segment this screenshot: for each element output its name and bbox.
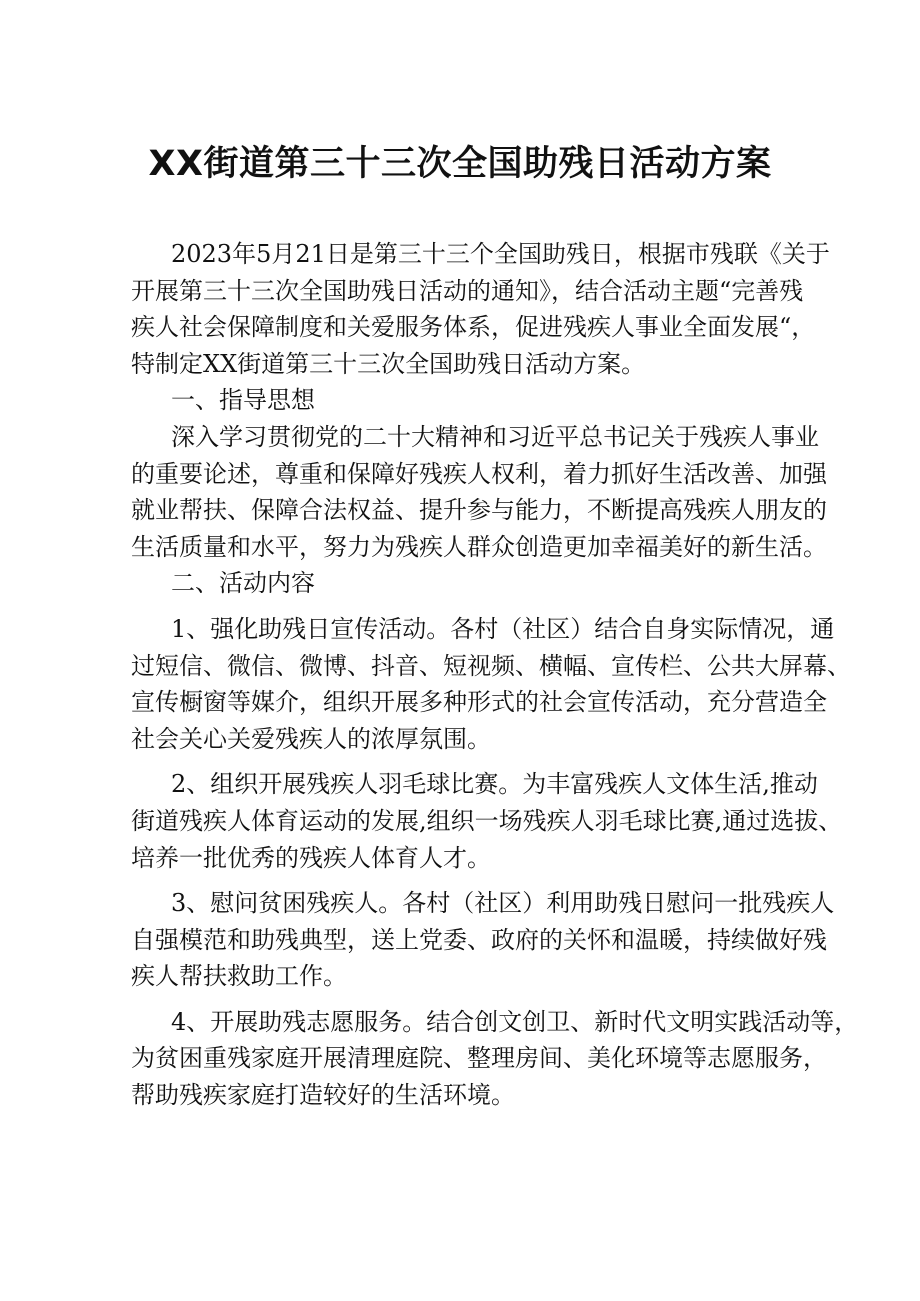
heading-line: 一、指导思想 (171, 386, 315, 415)
document-title: XX街道第三十三次全国助残日活动方案 (148, 144, 772, 184)
document-body (131, 236, 859, 1114)
text-line: 培养一批优秀的残疾人体育人才。 (131, 843, 491, 872)
text-line: 的重要论述，尊重和保障好残疾人权利，着力抓好生活改善、加强 (131, 459, 827, 488)
text-line: 疾人帮扶救助工作。 (131, 962, 347, 991)
heading-line: 二、活动内容 (171, 569, 315, 598)
text-line: 过短信、微信、微博、抖音、短视频、横幅、宣传栏、公共大屏幕、 (131, 651, 851, 680)
text-line: 社会关心关爱残疾人的浓厚氛围。 (131, 724, 491, 753)
text-line: 1、强化助残日宣传活动。各村（社区）结合自身实际情况，通 (171, 614, 835, 643)
section-heading-activity-content (131, 565, 831, 602)
section-heading-guiding-ideology (131, 382, 831, 419)
text-line: 4、开展助残志愿服务。结合创文创卫、新时代文明实践活动等， (171, 1007, 859, 1036)
text-line: 帮助残疾家庭打造较好的生活环境。 (131, 1081, 515, 1110)
paragraph-intro (131, 236, 831, 382)
paragraph-guiding-ideology (131, 419, 831, 565)
text-line: 就业帮扶、保障合法权益、提升参与能力，不断提高残疾人朋友的 (131, 496, 827, 525)
text-line: 特制定XX街道第三十三次全国助残日活动方案。 (131, 349, 646, 378)
text-line: 2、组织开展残疾人羽毛球比赛。为丰富残疾人文体生活,推动 (171, 770, 818, 799)
paragraph-item-3 (131, 885, 835, 995)
text-line: 生活质量和水平，努力为残疾人群众创造更加幸福美好的新生活。 (131, 532, 827, 561)
text-line: 为贫困重残家庭开展清理庭院、整理房间、美化环境等志愿服务， (131, 1044, 827, 1073)
text-line: 街道残疾人体育运动的发展,组织一场残疾人羽毛球比赛,通过选拔、 (131, 806, 843, 835)
paragraph-item-4 (131, 1004, 859, 1114)
text-line: 2023年5月21日是第三十三个全国助残日，根据市残联《关于 (171, 240, 830, 268)
paragraph-item-2 (131, 766, 843, 876)
text-line: 3、慰问贫困残疾人。各村（社区）利用助残日慰问一批残疾人 (171, 889, 835, 918)
text-line: 宣传橱窗等媒介，组织开展多种形式的社会宣传活动，充分营造全 (131, 688, 827, 717)
text-line: 疾人社会保障制度和关爱服务体系，促进残疾人事业全面发展“， (131, 313, 816, 342)
text-line: 开展第三十三次全国助残日活动的通知》，结合活动主题“完善残 (131, 276, 804, 305)
text-line: 自强模范和助残典型，送上党委、政府的关怀和温暖，持续做好残 (131, 925, 827, 954)
text-line: 深入学习贯彻党的二十大精神和习近平总书记关于残疾人事业 (171, 422, 819, 451)
paragraph-item-1 (131, 611, 851, 757)
